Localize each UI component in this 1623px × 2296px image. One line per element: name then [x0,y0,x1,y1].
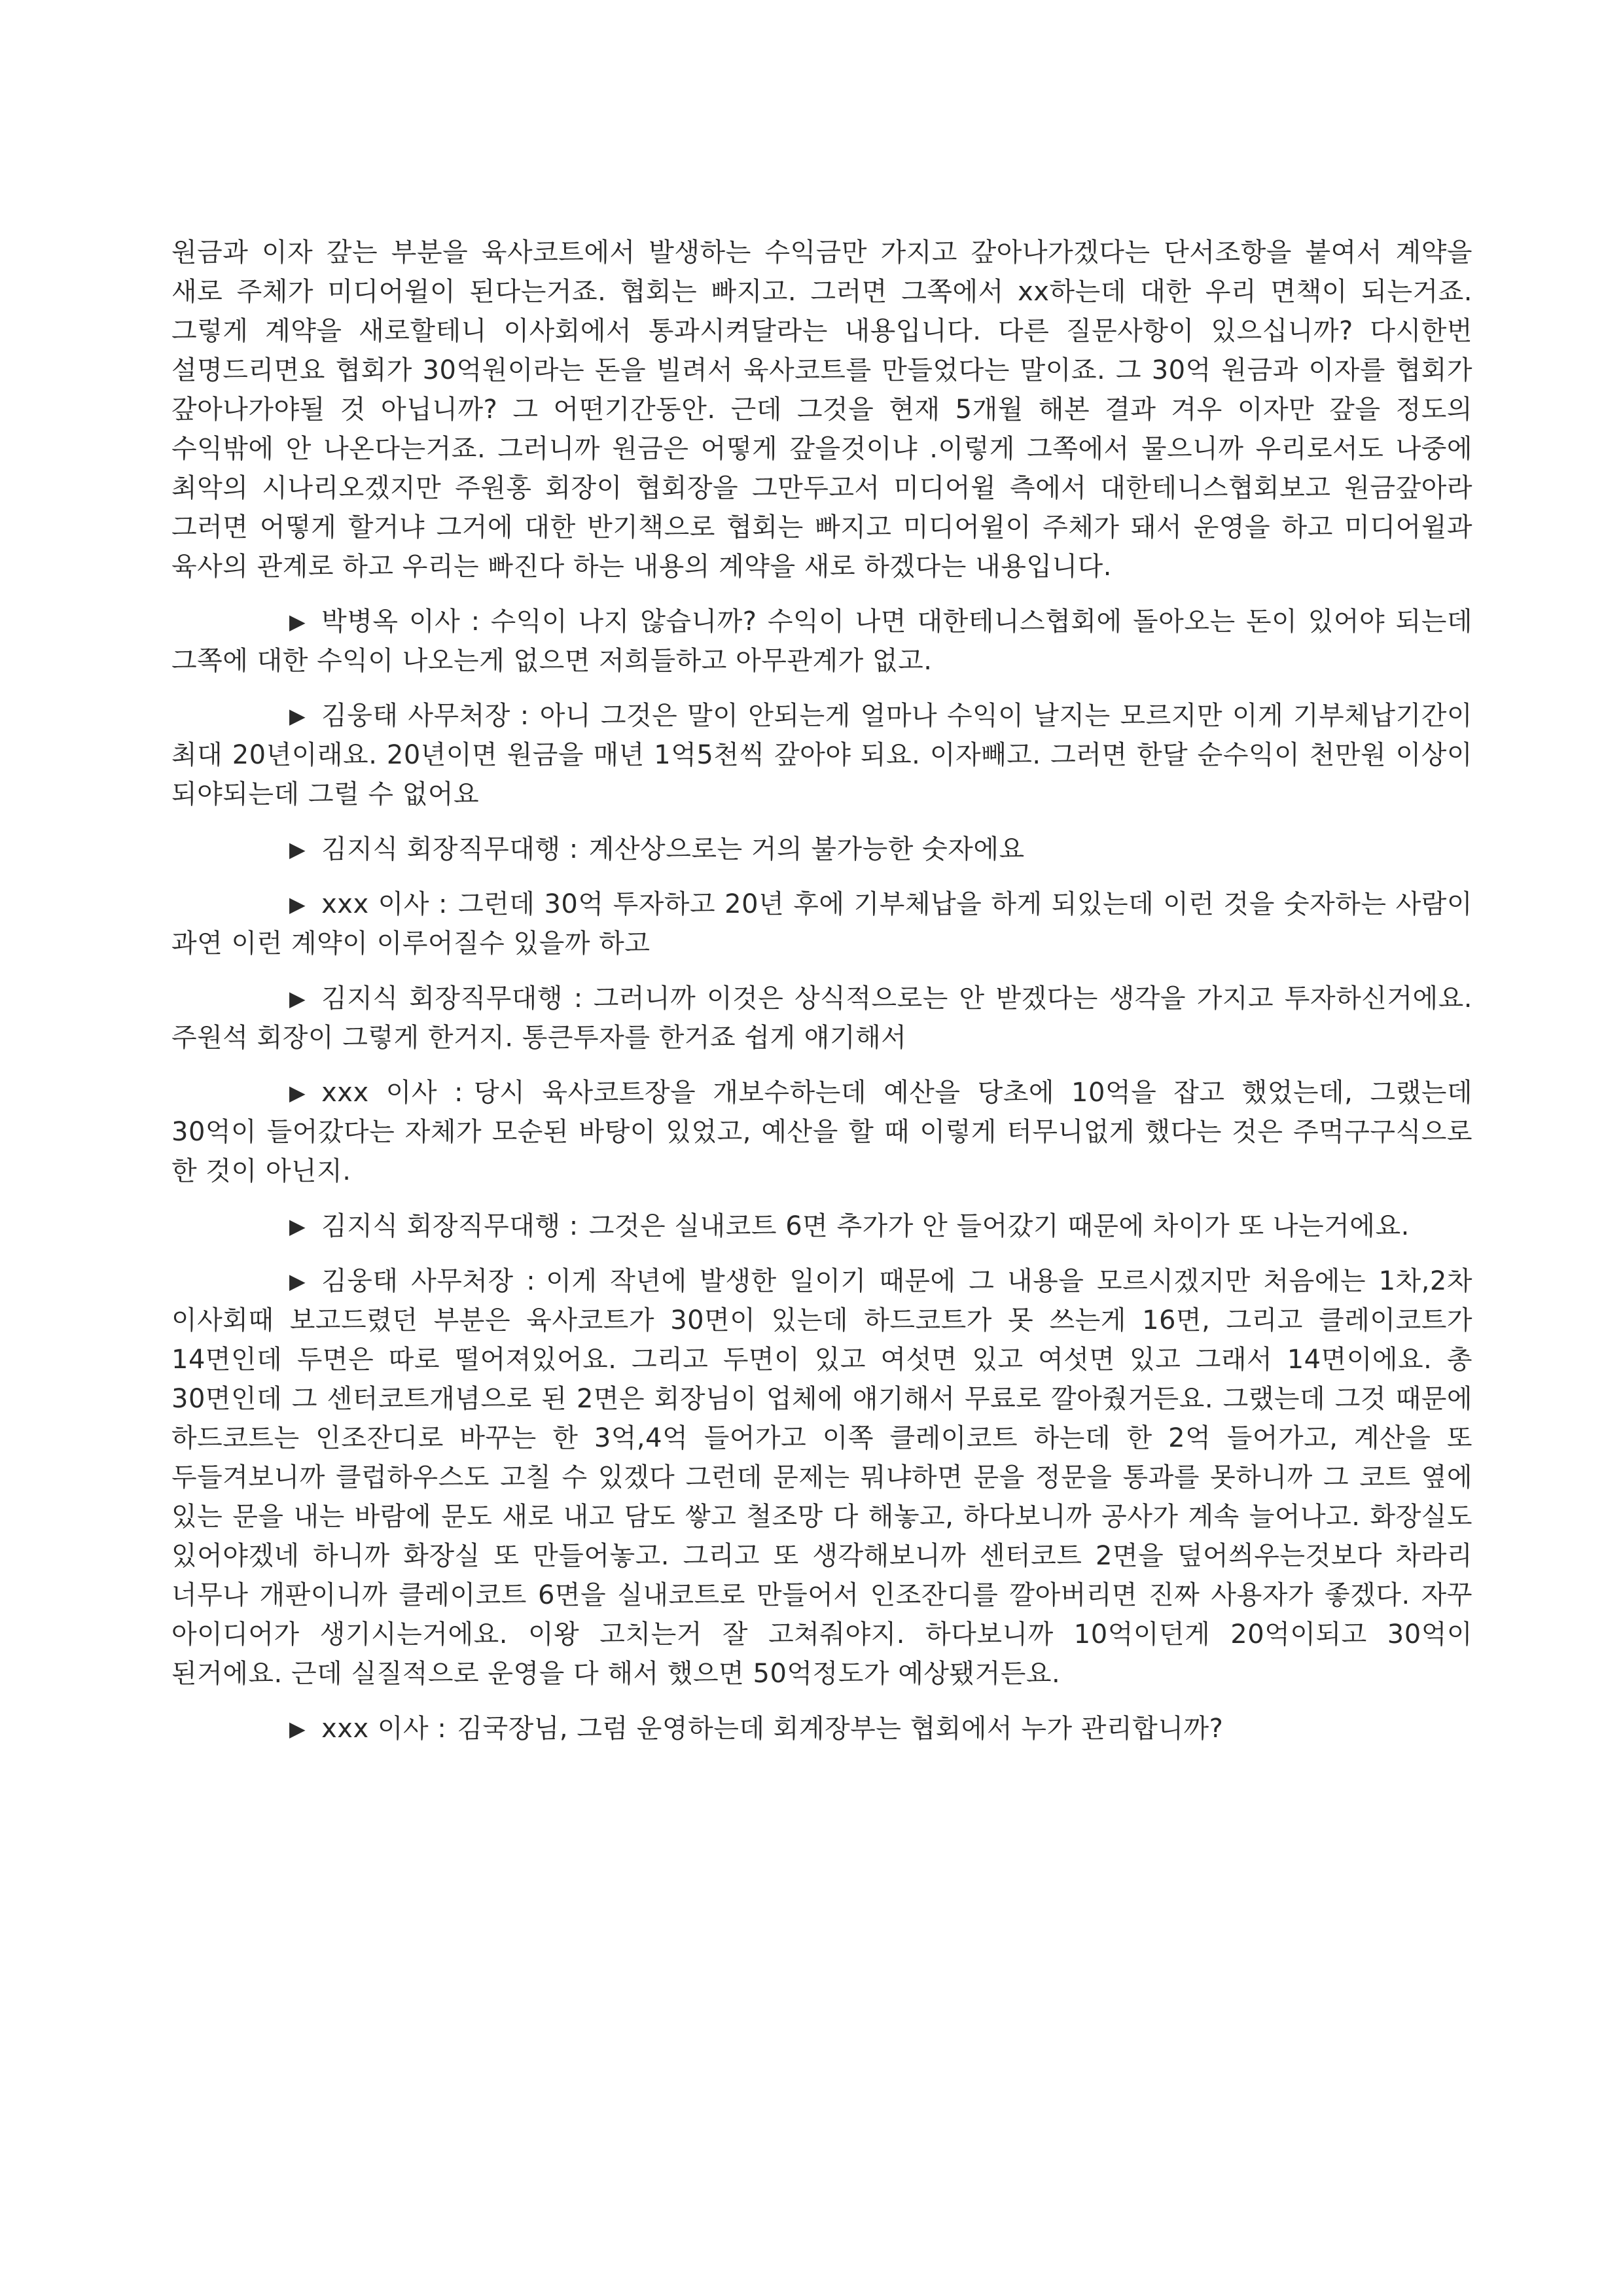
speech-paragraph [171,1262,1472,1693]
speech-paragraph [171,885,1472,963]
speech-text: 그것은 실내코트 6면 추가가 안 들어갔기 때문에 차이가 또 나는거에요. [588,1211,1410,1241]
triangle-bullet-icon: ▶ [289,892,306,917]
triangle-bullet-icon: ▶ [289,1214,306,1239]
speech-text: 수익이 나지 않습니까? 수익이 나면 대한테니스협회에 돌아오는 돈이 있어야 되는데 그쪽에 대한 수익이 나오는게 없으면 저희들하고 아무관계가 없고. [171,607,1472,676]
triangle-bullet-icon: ▶ [289,703,306,728]
triangle-bullet-icon: ▶ [289,986,306,1011]
speech-paragraph [171,696,1472,814]
triangle-bullet-icon: ▶ [289,1269,306,1294]
speech-paragraph [171,1709,1472,1748]
speech-text: 김국장님, 그럼 운영하는데 회계장부는 협회에서 누가 관리합니까? [457,1714,1224,1744]
speech-text: 당시 육사코트장을 개보수하는데 예산을 당초에 10억을 잡고 했었는데, 그랬는데 30억이 들어갔다는 자체가 모순된 바탕이 있었고, 예산을 할 때 이렇게 터무니없게 했다는 것은 주먹구구식으로 한 것이 아닌지. [171,1078,1473,1186]
speech-text: 그런데 30억 투자하고 20년 후에 기부체납을 하게 되있는데 이런 것을 숫자하는 사람이 과연 이런 계약이 이루어질수 있을까 하고 [171,889,1473,959]
triangle-bullet-icon: ▶ [289,837,306,862]
speaker-label: xxx 이사 : [321,889,448,919]
speech-text: 계산상으로는 거의 불가능한 숫자에요 [588,834,1025,864]
speaker-label: 김웅태 사무처장 : [321,701,529,731]
speaker-label: 김웅태 사무처장 : [321,1266,536,1296]
speaker-label: 박병옥 이사 : [321,607,480,637]
speech-paragraph [171,979,1472,1057]
triangle-bullet-icon: ▶ [289,1080,306,1105]
speaker-label: 김지식 회장직무대행 : [321,983,583,1014]
speech-text: 아니 그것은 말이 안되는게 얼마나 수익이 날지는 모르지만 이게 기부체납기간이 최대 20년이래요. 20년이면 원금을 매년 1억5천씩 갚아야 되요. 이자빼고. 그러면 한달 순수익이 천만원 이상이 되야되는데 그럴 수 없어요 [171,701,1472,809]
triangle-bullet-icon: ▶ [289,609,306,634]
speech-paragraph [171,1207,1472,1246]
continuation-paragraph [171,233,1472,586]
speaker-label: xxx 이사 : [321,1078,463,1108]
document-page [171,233,1472,1748]
speech-paragraph [171,1073,1472,1191]
speaker-label: 김지식 회장직무대행 : [321,1211,579,1241]
speech-text: 이게 작년에 발생한 일이기 때문에 그 내용을 모르시겠지만 처음에는 1차,2차 이사회때 보고드렸던 부분은 육사코트가 30면이 있는데 하드코트가 못 쓰는게 16면, 그리고 클레이코트가 14면인데 두면은 따로 떨어져있어요. 그리고 두면이 있고 여섯면 있고 여섯면 있고 그래서 14면이에요. 총 30면인데 그 센터코트개념으로 된 2면은 회장님이 업체에 얘기해서 무료로 깔아줬거든요. 그랬는데 그것 때문에 하드코트는 인조잔디로 바꾸는 한 3억,4억 들어가고 이쪽 클레이코트 하는데 한 2억 들어가고, 계산을 또 두들겨보니까 클럽하우스도 고칠 수 있겠다 그런데 문제는 뭐냐하면 문을 정문을 통과를 못하니까 그 코트 옆에 있는 문을 내는 바람에 문도 새로 내고 담도 쌓고 철조망 다 해놓고, 하다보니까 공사가 계속 늘어나고. 화장실도 있어야겠네 하니까 화장실 또 만들어놓고. 그리고 또 생각해보니까 센터코트 2면을 덮어씌우는것보다 차라리 너무나 개판이니까 클레이코트 6면을 실내코트로 만들어서 인조잔디를 깔아버리면 진짜 사용자가 좋겠다. 자꾸 아이디어가 생기시는거에요. 이왕 고치는거 잘 고쳐줘야지. 하다보니까 10억이던게 20억이되고 30억이 된거에요. 근데 실질적으로 운영을 다 해서 했으면 50억정도가 예상됐거든요. [171,1266,1473,1689]
speech-paragraph [171,602,1472,680]
paragraph-text: 원금과 이자 갚는 부분을 육사코트에서 발생하는 수익금만 가지고 갚아나가겠다는 단서조항을 붙여서 계약을 새로 주체가 미디어윌이 된다는거죠. 협회는 빠지고. 그러면 그쪽에서 xx하는데 대한 우리 면책이 되는거죠. 그렇게 계약을 새로할테니 이사회에서 통과시켜달라는 내용입니다. 다른 질문사항이 있으십니까? 다시한번 설명드리면요 협회가 30억원이라는 돈을 빌려서 육사코트를 만들었다는 말이죠. 그 30억 원금과 이자를 협회가 갚아나가야될 것 아닙니까? 그 어떤기간동안. 근데 그것을 현재 5개월 해본 결과 겨우 이자만 갚을 정도의 수익밖에 안 나온다는거죠. 그러니까 원금은 어떻게 갚을것이냐 .이렇게 그쪽에서 물으니까 우리로서도 나중에 최악의 시나리오겠지만 주원홍 회장이 협회장을 그만두고서 미디어윌 측에서 대한테니스협회보고 원금갚아라 그러면 어떻게 할거냐 그거에 대한 반기책으로 협회는 빠지고 미디어윌이 주체가 돼서 운영을 하고 미디어윌과 육사의 관계로 하고 우리는 빠진다 하는 내용의 계약을 새로 하겠다는 내용입니다. [171,238,1472,582]
speech-text: 그러니까 이것은 상식적으로는 안 받겠다는 생각을 가지고 투자하신거에요. 주원석 회장이 그렇게 한거지. 통큰투자를 한거죠 쉽게 얘기해서 [171,983,1472,1053]
speaker-label: xxx 이사 : [321,1714,447,1744]
speech-paragraph [171,830,1472,869]
speaker-label: 김지식 회장직무대행 : [321,834,579,864]
triangle-bullet-icon: ▶ [289,1716,306,1741]
